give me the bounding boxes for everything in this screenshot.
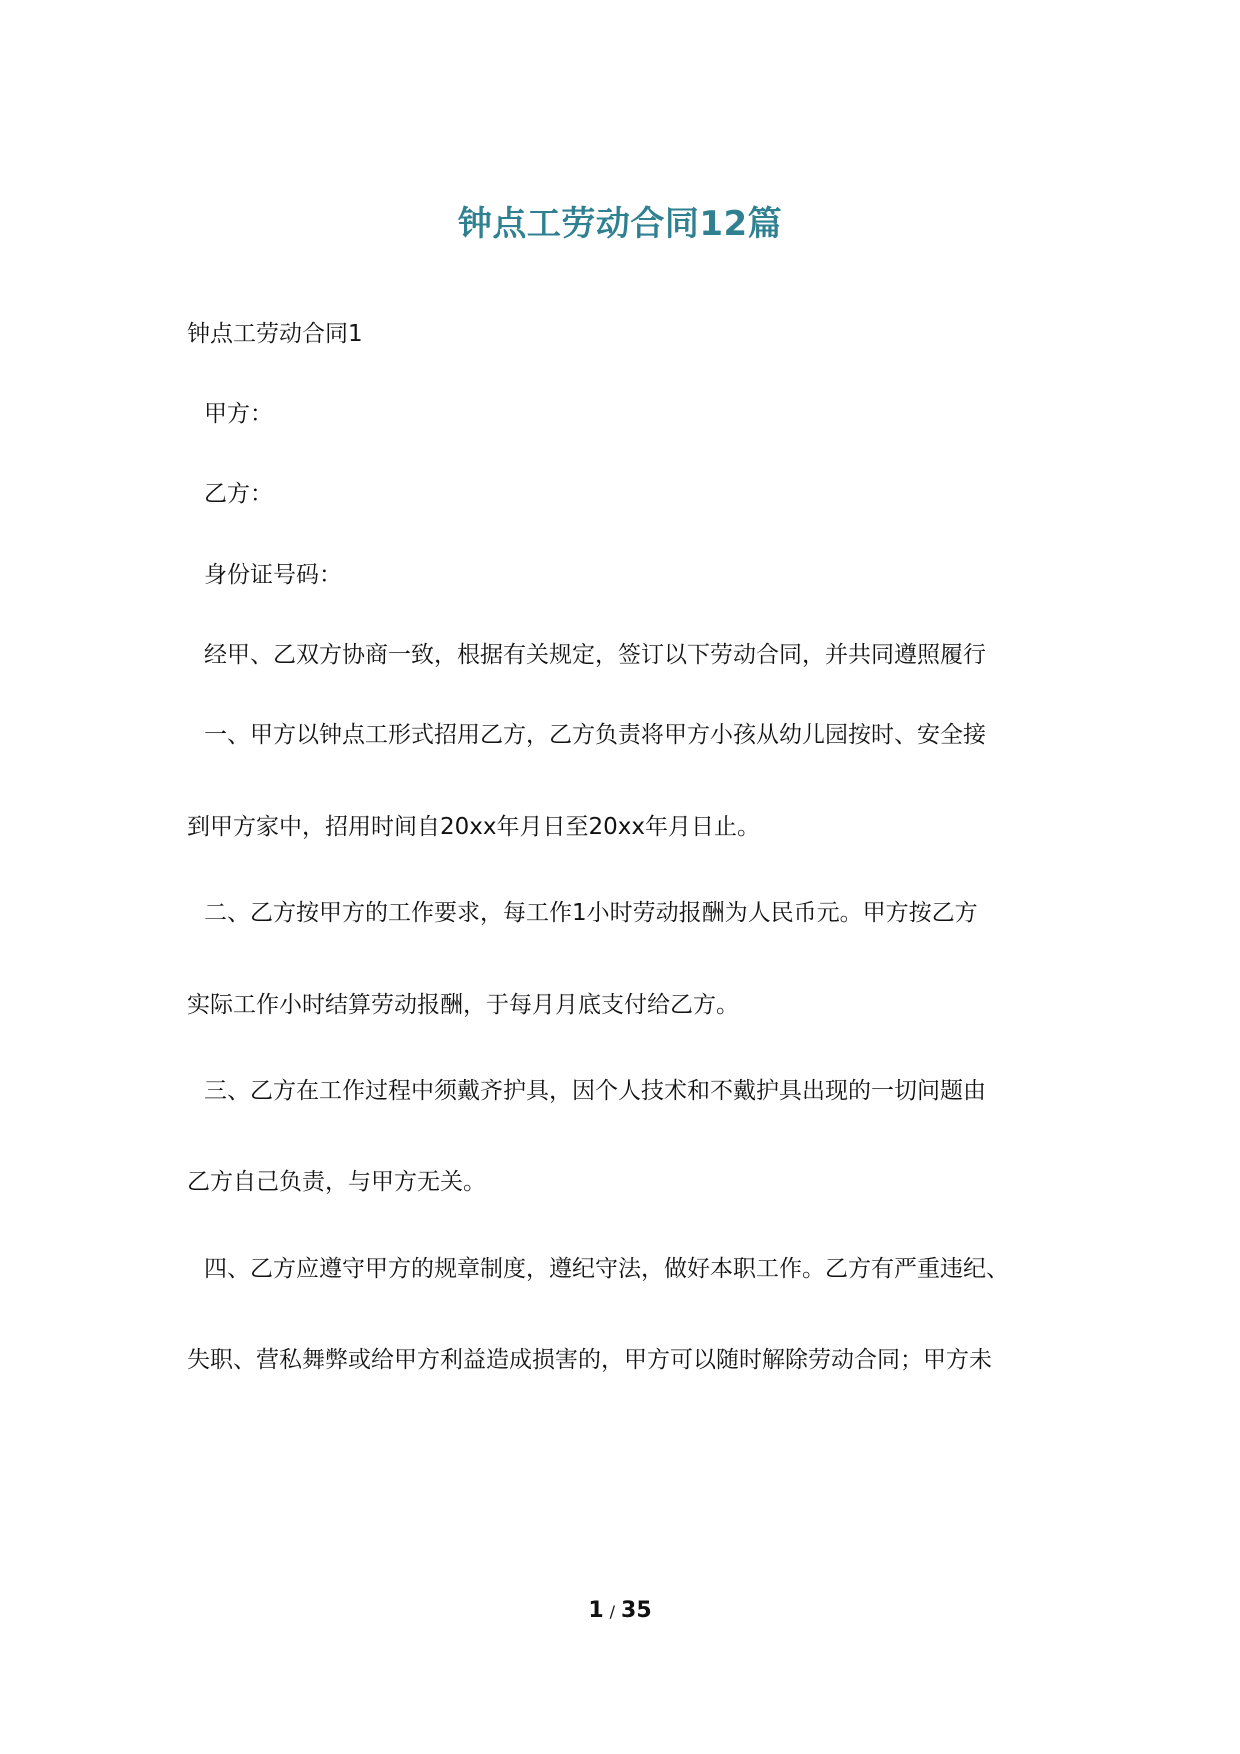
party-a-label: 甲方： [204,401,273,427]
paragraph-line: 四、乙方应遵守甲方的规章制度，遵纪守法，做好本职工作。乙方有严重违纪、 [204,1256,1009,1282]
page-separator: / [609,1602,616,1621]
page-total: 35 [621,1598,652,1623]
paragraph-line: 失职、营私舞弊或给甲方利益造成损害的，甲方可以随时解除劳动合同；甲方未 [187,1347,992,1373]
page-current: 1 [588,1598,604,1623]
paragraph-line: 一、甲方以钟点工形式招用乙方，乙方负责将甲方小孩从幼儿园按时、安全接 [204,722,986,748]
paragraph-line: 乙方自己负责，与甲方无关。 [187,1169,486,1195]
party-b-label: 乙方： [204,481,273,507]
paragraph-line: 二、乙方按甲方的工作要求，每工作1小时劳动报酬为人民币元。甲方按乙方 [204,900,978,926]
paragraph-line: 三、乙方在工作过程中须戴齐护具，因个人技术和不戴护具出现的一切问题由 [204,1078,986,1104]
paragraph-line: 到甲方家中，招用时间自20xx年月日至20xx年月日止。 [187,814,760,840]
document-title: 钟点工劳动合同12篇 [457,204,783,244]
id-number-label: 身份证号码： [204,562,342,588]
section-heading: 钟点工劳动合同1 [187,321,363,347]
page-number [0,1598,1240,1623]
paragraph-line: 实际工作小时结算劳动报酬，于每月月底支付给乙方。 [187,992,739,1018]
paragraph-line: 经甲、乙双方协商一致，根据有关规定，签订以下劳动合同，并共同遵照履行 [204,642,986,668]
